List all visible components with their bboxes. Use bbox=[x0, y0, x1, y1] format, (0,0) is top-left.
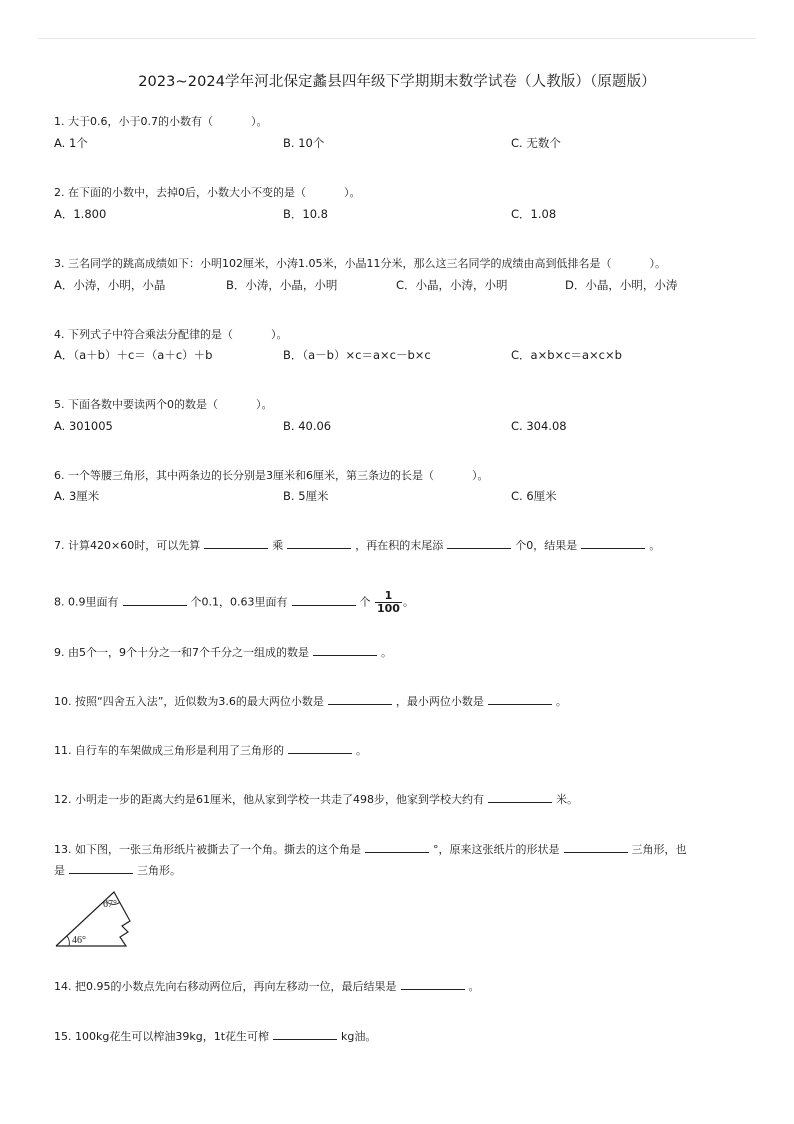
question-text-end: 。 bbox=[468, 980, 480, 993]
option-c[interactable]: C. 无数个 bbox=[511, 136, 561, 150]
question-text-end: ）。 bbox=[344, 186, 361, 199]
answer-blank[interactable] bbox=[564, 842, 628, 853]
question-11 bbox=[54, 743, 367, 759]
answer-blank[interactable] bbox=[488, 694, 552, 705]
question-text: 个0.1，0.63里面有 bbox=[190, 595, 288, 609]
question-number: 6. bbox=[54, 469, 65, 482]
triangle-outline bbox=[56, 892, 130, 946]
answer-blank[interactable] bbox=[365, 842, 429, 853]
question-10 bbox=[54, 694, 567, 710]
question-number: 5. bbox=[54, 398, 65, 411]
option-b[interactable]: B．10.8 bbox=[283, 207, 328, 221]
question-2 bbox=[54, 185, 361, 201]
question-number: 10. bbox=[54, 695, 72, 708]
question-text: 三角形，也 bbox=[631, 843, 687, 856]
question-text: °，原来这张纸片的形状是 bbox=[433, 843, 560, 856]
question-text: 自行车的车架做成三角形是利用了三角形的 bbox=[75, 744, 284, 757]
fraction bbox=[375, 590, 402, 615]
question-4 bbox=[54, 327, 288, 343]
option-a[interactable]: A．1.800 bbox=[54, 207, 107, 221]
question-text: 按照“四舍五入法”，近似数为3.6的最大两位小数是 bbox=[75, 695, 324, 708]
question-12 bbox=[54, 792, 578, 808]
question-text: ，最小两位小数是 bbox=[395, 695, 484, 708]
question-text-end: 三角形。 bbox=[137, 864, 181, 877]
question-number: 4. bbox=[54, 328, 65, 341]
question-13-continued bbox=[54, 863, 181, 879]
question-number: 2. bbox=[54, 186, 65, 199]
question-number: 14. bbox=[54, 980, 72, 993]
option-b[interactable]: B. 5厘米 bbox=[283, 489, 329, 503]
question-text: 下列式子中符合乘法分配律的是（ bbox=[68, 328, 233, 341]
question-number: 9. bbox=[54, 646, 65, 659]
answer-blank[interactable] bbox=[328, 694, 392, 705]
question-text: 把0.95的小数点先向右移动两位后，再向左移动一位，最后结果是 bbox=[75, 980, 397, 993]
answer-blank[interactable] bbox=[69, 863, 133, 874]
angle-arc-left bbox=[67, 936, 69, 946]
answer-blank[interactable] bbox=[204, 538, 268, 549]
question-text: 0.9里面有 bbox=[68, 595, 119, 609]
question-text-end: ）。 bbox=[256, 398, 273, 411]
fraction-denominator: 100 bbox=[377, 602, 400, 615]
option-d[interactable]: D．小晶，小明，小涛 bbox=[565, 278, 678, 292]
question-15 bbox=[54, 1029, 376, 1045]
question-13 bbox=[54, 842, 687, 858]
question-text: ，再在积的末尾添 bbox=[355, 539, 444, 552]
option-b[interactable]: B．小涛，小晶，小明 bbox=[226, 278, 338, 292]
question-text: 小明走一步的距离大约是61厘米，他从家到学校一共走了498步，他家到学校大约有 bbox=[75, 793, 484, 806]
option-a[interactable]: A．（a＋b）＋c＝（a＋c）＋b bbox=[54, 348, 213, 362]
question-text-end: ）。 bbox=[271, 328, 288, 341]
answer-blank[interactable] bbox=[273, 1029, 337, 1040]
question-7 bbox=[54, 538, 660, 554]
option-c[interactable]: C．1.08 bbox=[511, 207, 557, 221]
torn-triangle-svg bbox=[54, 888, 144, 950]
header-rule bbox=[38, 38, 756, 39]
question-text-end: 。 bbox=[356, 744, 367, 757]
answer-blank[interactable] bbox=[447, 538, 511, 549]
question-8 bbox=[54, 590, 414, 615]
answer-blank[interactable] bbox=[313, 645, 377, 656]
question-5 bbox=[54, 397, 273, 413]
question-text-end: 。 bbox=[555, 695, 567, 708]
option-b[interactable]: B. 10个 bbox=[283, 136, 325, 150]
question-text-end: ）。 bbox=[251, 115, 268, 128]
answer-blank[interactable] bbox=[488, 792, 552, 803]
question-number: 8. bbox=[54, 595, 65, 609]
question-number: 12. bbox=[54, 793, 72, 806]
question-text: 三名同学的跳高成绩如下：小明102厘米，小涛1.05米，小晶11分米，那么这三名同学的成绩由高到低排名是（ bbox=[68, 257, 612, 270]
option-c[interactable]: C．a×b×c＝a×c×b bbox=[511, 348, 622, 362]
question-text-end: 米。 bbox=[556, 793, 578, 806]
option-b[interactable]: B. 40.06 bbox=[283, 419, 332, 433]
question-text: 在下面的小数中，去掉0后，小数大小不变的是（ bbox=[68, 186, 306, 199]
question-number: 1. bbox=[54, 115, 65, 128]
question-3 bbox=[54, 256, 666, 272]
question-text: 一个等腰三角形，其中两条边的长分别是3厘米和6厘米，第三条边的长是（ bbox=[68, 469, 434, 482]
question-text: 大于0.6，小于0.7的小数有（ bbox=[68, 115, 213, 128]
angle-label-left: 46° bbox=[72, 935, 86, 946]
question-number: 15. bbox=[54, 1030, 72, 1043]
question-14 bbox=[54, 979, 480, 995]
question-text-end: ）。 bbox=[649, 257, 666, 270]
question-number: 11. bbox=[54, 744, 72, 757]
question-1 bbox=[54, 114, 268, 130]
question-text: 由5个一，9个十分之一和7个千分之一组成的数是 bbox=[68, 646, 309, 659]
question-number: 7. bbox=[54, 539, 65, 552]
question-text: 个 bbox=[359, 595, 371, 609]
question-text: 计算420×60时，可以先算 bbox=[68, 539, 201, 552]
question-text-end: 。 bbox=[402, 595, 414, 609]
question-text: 如下图，一张三角形纸片被撕去了一个角。撕去的这个角是 bbox=[75, 843, 361, 856]
question-text: 100kg花生可以榨油39kg，1t花生可榨 bbox=[75, 1030, 270, 1043]
question-number: 3. bbox=[54, 257, 65, 270]
option-a[interactable]: A. 301005 bbox=[54, 419, 113, 433]
question-text-end: 。 bbox=[649, 539, 661, 552]
angle-label-top: 67° bbox=[103, 899, 117, 910]
option-c[interactable]: C. 304.08 bbox=[511, 419, 567, 433]
answer-blank[interactable] bbox=[581, 538, 645, 549]
option-c[interactable]: C．小晶，小涛，小明 bbox=[396, 278, 508, 292]
question-text: 下面各数中要读两个0的数是（ bbox=[68, 398, 218, 411]
answer-blank[interactable] bbox=[288, 743, 352, 754]
answer-blank[interactable] bbox=[401, 979, 465, 990]
option-a[interactable]: A. 1个 bbox=[54, 136, 88, 150]
option-a[interactable]: A．小涛，小明，小晶 bbox=[54, 278, 166, 292]
answer-blank[interactable] bbox=[292, 595, 356, 606]
answer-blank[interactable] bbox=[287, 538, 351, 549]
torn-triangle-figure bbox=[54, 888, 144, 954]
option-a[interactable]: A. 3厘米 bbox=[54, 489, 100, 503]
question-9 bbox=[54, 645, 392, 661]
question-text-end: ）。 bbox=[472, 469, 489, 482]
question-number: 13. bbox=[54, 843, 72, 856]
question-6 bbox=[54, 468, 489, 484]
question-text: 是 bbox=[54, 864, 65, 877]
page-title: 2023~2024学年河北保定蠡县四年级下学期期末数学试卷（人教版）（原题版） bbox=[138, 74, 656, 90]
option-b[interactable]: B．（a－b）×c＝a×c－b×c bbox=[283, 348, 431, 362]
question-text: 个0，结果是 bbox=[515, 539, 578, 552]
answer-blank[interactable] bbox=[123, 595, 187, 606]
option-c[interactable]: C. 6厘米 bbox=[511, 489, 557, 503]
fraction-numerator: 1 bbox=[375, 590, 402, 603]
question-text-end: 。 bbox=[381, 646, 392, 659]
question-text: 乘 bbox=[272, 539, 284, 552]
question-text-end: kg油。 bbox=[341, 1030, 377, 1043]
